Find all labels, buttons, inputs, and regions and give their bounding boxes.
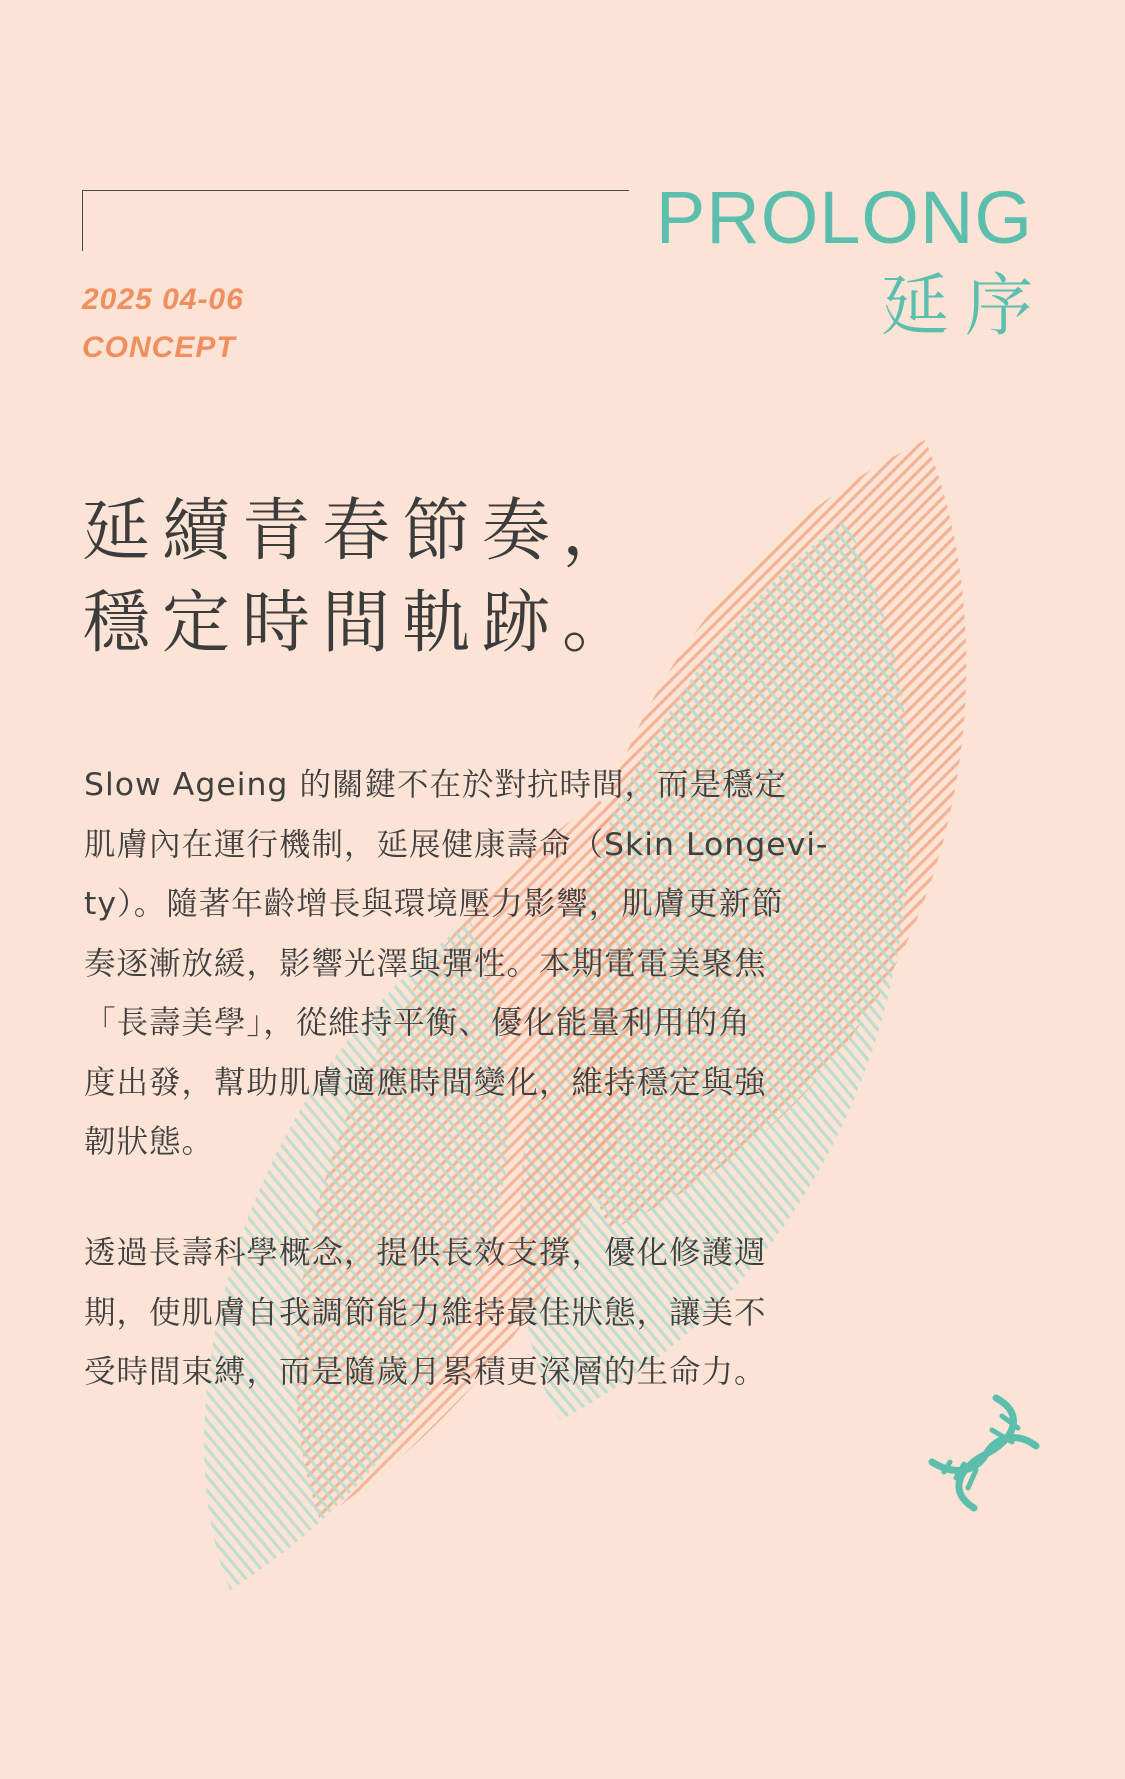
headline-line-2: 穩定時間軌跡。 [82,584,643,663]
paragraph-line: ty）。隨著年齡增長與環境壓力影響，肌膚更新節 [84,886,784,922]
brand-title-en: PROLONG [655,176,1033,259]
corner-frame-line [82,190,629,251]
paragraph-line: 受時間束縛，而是隨歲月累積更深層的生命力。 [84,1354,767,1390]
paragraph-line: 透過長壽科學概念，提供長效支撐，優化修護週 [84,1235,767,1271]
page-headline [82,486,642,670]
issue-date: 2025 04-06 [82,283,244,316]
issue-category: CONCEPT [82,331,236,364]
paragraph-line: 度出發，幫助肌膚適應時間變化，維持穩定與強 [84,1064,767,1101]
paragraph-line: Slow Ageing 的關鍵不在於對抗時間，而是穩定 [84,767,787,803]
brand-block [655,176,1049,352]
paragraph-line: 期，使肌膚自我調節能力維持最佳狀態，讓美不 [84,1294,767,1331]
paragraph-line: 「長壽美學」，從維持平衡、優化能量利用的角 [84,1005,751,1041]
paragraph-line: 韌狀態。 [84,1124,215,1160]
paragraph-line: 肌膚內在運行機制，延展健康壽命（Skin Longevi- [84,826,829,863]
dna-icon [926,1392,1046,1514]
issue-meta [82,276,244,372]
paragraph-line: 奏逐漸放緩，影響光澤與彈性。本期電電美聚焦 [84,945,767,982]
brand-title-zh: 延序 [880,267,1049,346]
body-paragraph-2 [84,1224,767,1403]
body-paragraph-1 [84,756,828,1173]
headline-line-1: 延續青春節奏， [82,492,643,571]
